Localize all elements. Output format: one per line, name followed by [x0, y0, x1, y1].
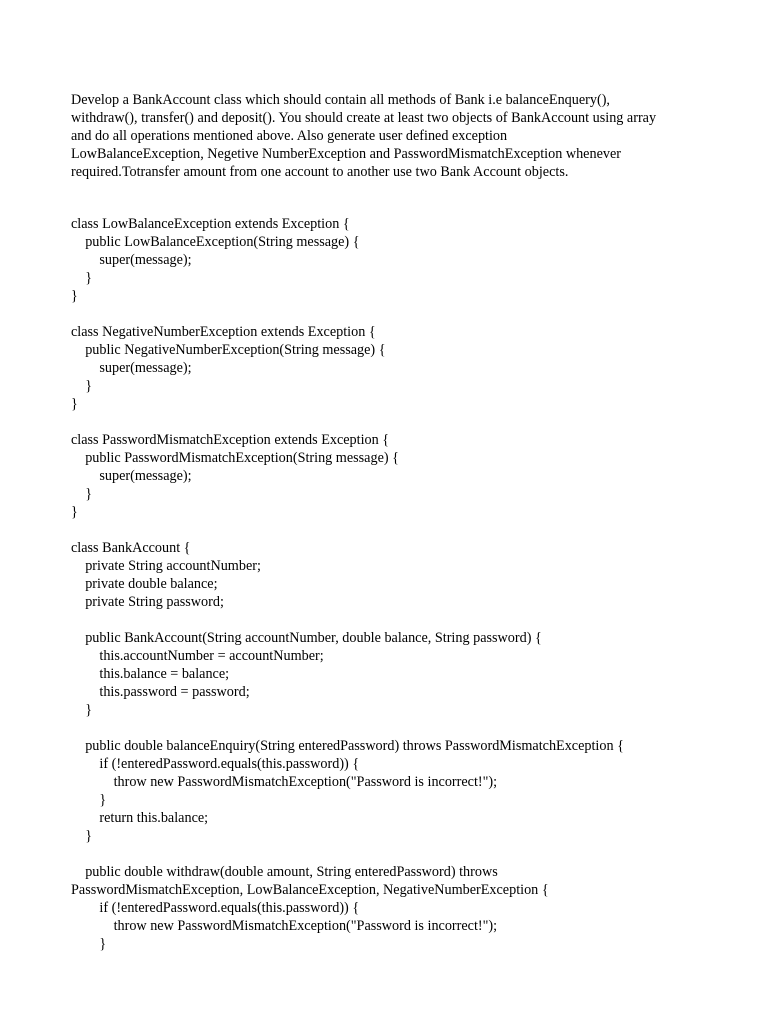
- code-line: this.accountNumber = accountNumber;: [71, 648, 324, 664]
- code-line: super(message);: [71, 252, 192, 268]
- code-line: [71, 521, 711, 539]
- code-line: throw new PasswordMismatchException("Password is incorrect!");: [71, 918, 498, 934]
- code-line: if (!enteredPassword.equals(this.password)) {: [71, 900, 360, 916]
- code-line: [71, 719, 711, 737]
- code-line: }: [71, 270, 92, 286]
- code-line: }: [71, 378, 92, 394]
- code-line: [71, 845, 711, 863]
- code-line: if (!enteredPassword.equals(this.password)) {: [71, 756, 360, 772]
- code-line: private double balance;: [71, 576, 218, 592]
- code-line: this.balance = balance;: [71, 666, 230, 682]
- code-line: public NegativeNumberException(String message) {: [71, 342, 386, 358]
- code-line: public PasswordMismatchException(String message) {: [71, 450, 399, 466]
- description-line: Develop a BankAccount class which should contain all methods of Bank i.e balanceEnquery(),: [71, 92, 610, 108]
- code-line: }: [71, 288, 78, 304]
- code-line: class BankAccount {: [71, 540, 191, 556]
- code-line: super(message);: [71, 360, 192, 376]
- code-line: }: [71, 702, 92, 718]
- code-line: }: [71, 828, 92, 844]
- code-line: class NegativeNumberException extends Exception {: [71, 324, 376, 340]
- code-line: public LowBalanceException(String message) {: [71, 234, 360, 250]
- code-line: throw new PasswordMismatchException("Password is incorrect!");: [71, 774, 498, 790]
- code-line: }: [71, 396, 78, 412]
- description-line: LowBalanceException, Negetive NumberException and PasswordMismatchException whenever: [71, 146, 621, 162]
- code-line: super(message);: [71, 468, 192, 484]
- code-line: [71, 413, 711, 431]
- code-line: return this.balance;: [71, 810, 209, 826]
- code-line: }: [71, 504, 78, 520]
- code-line: [71, 611, 711, 629]
- description-line: required.Totransfer amount from one account to another use two Bank Account objects.: [71, 164, 569, 180]
- code-line: class LowBalanceException extends Exception {: [71, 216, 350, 232]
- code-line: }: [71, 486, 92, 502]
- code-line: this.password = password;: [71, 684, 250, 700]
- assignment-description: [71, 91, 711, 181]
- code-line: }: [71, 936, 107, 952]
- code-line: class PasswordMismatchException extends Exception {: [71, 432, 390, 448]
- code-line: private String password;: [71, 594, 224, 610]
- code-line: PasswordMismatchException, LowBalanceException, NegativeNumberException {: [71, 882, 549, 898]
- code-line: public double balanceEnquiry(String enteredPassword) throws PasswordMismatchException {: [71, 738, 624, 754]
- code-line: [71, 305, 711, 323]
- description-line: withdraw(), transfer() and deposit(). You should create at least two objects of BankAccount using array: [71, 110, 657, 126]
- code-listing: [71, 215, 711, 953]
- code-line: private String accountNumber;: [71, 558, 261, 574]
- description-line: and do all operations mentioned above. Also generate user defined exception: [71, 128, 508, 144]
- code-line: }: [71, 792, 107, 808]
- code-line: public double withdraw(double amount, String enteredPassword) throws: [71, 864, 498, 880]
- code-line: public BankAccount(String accountNumber, double balance, String password) {: [71, 630, 542, 646]
